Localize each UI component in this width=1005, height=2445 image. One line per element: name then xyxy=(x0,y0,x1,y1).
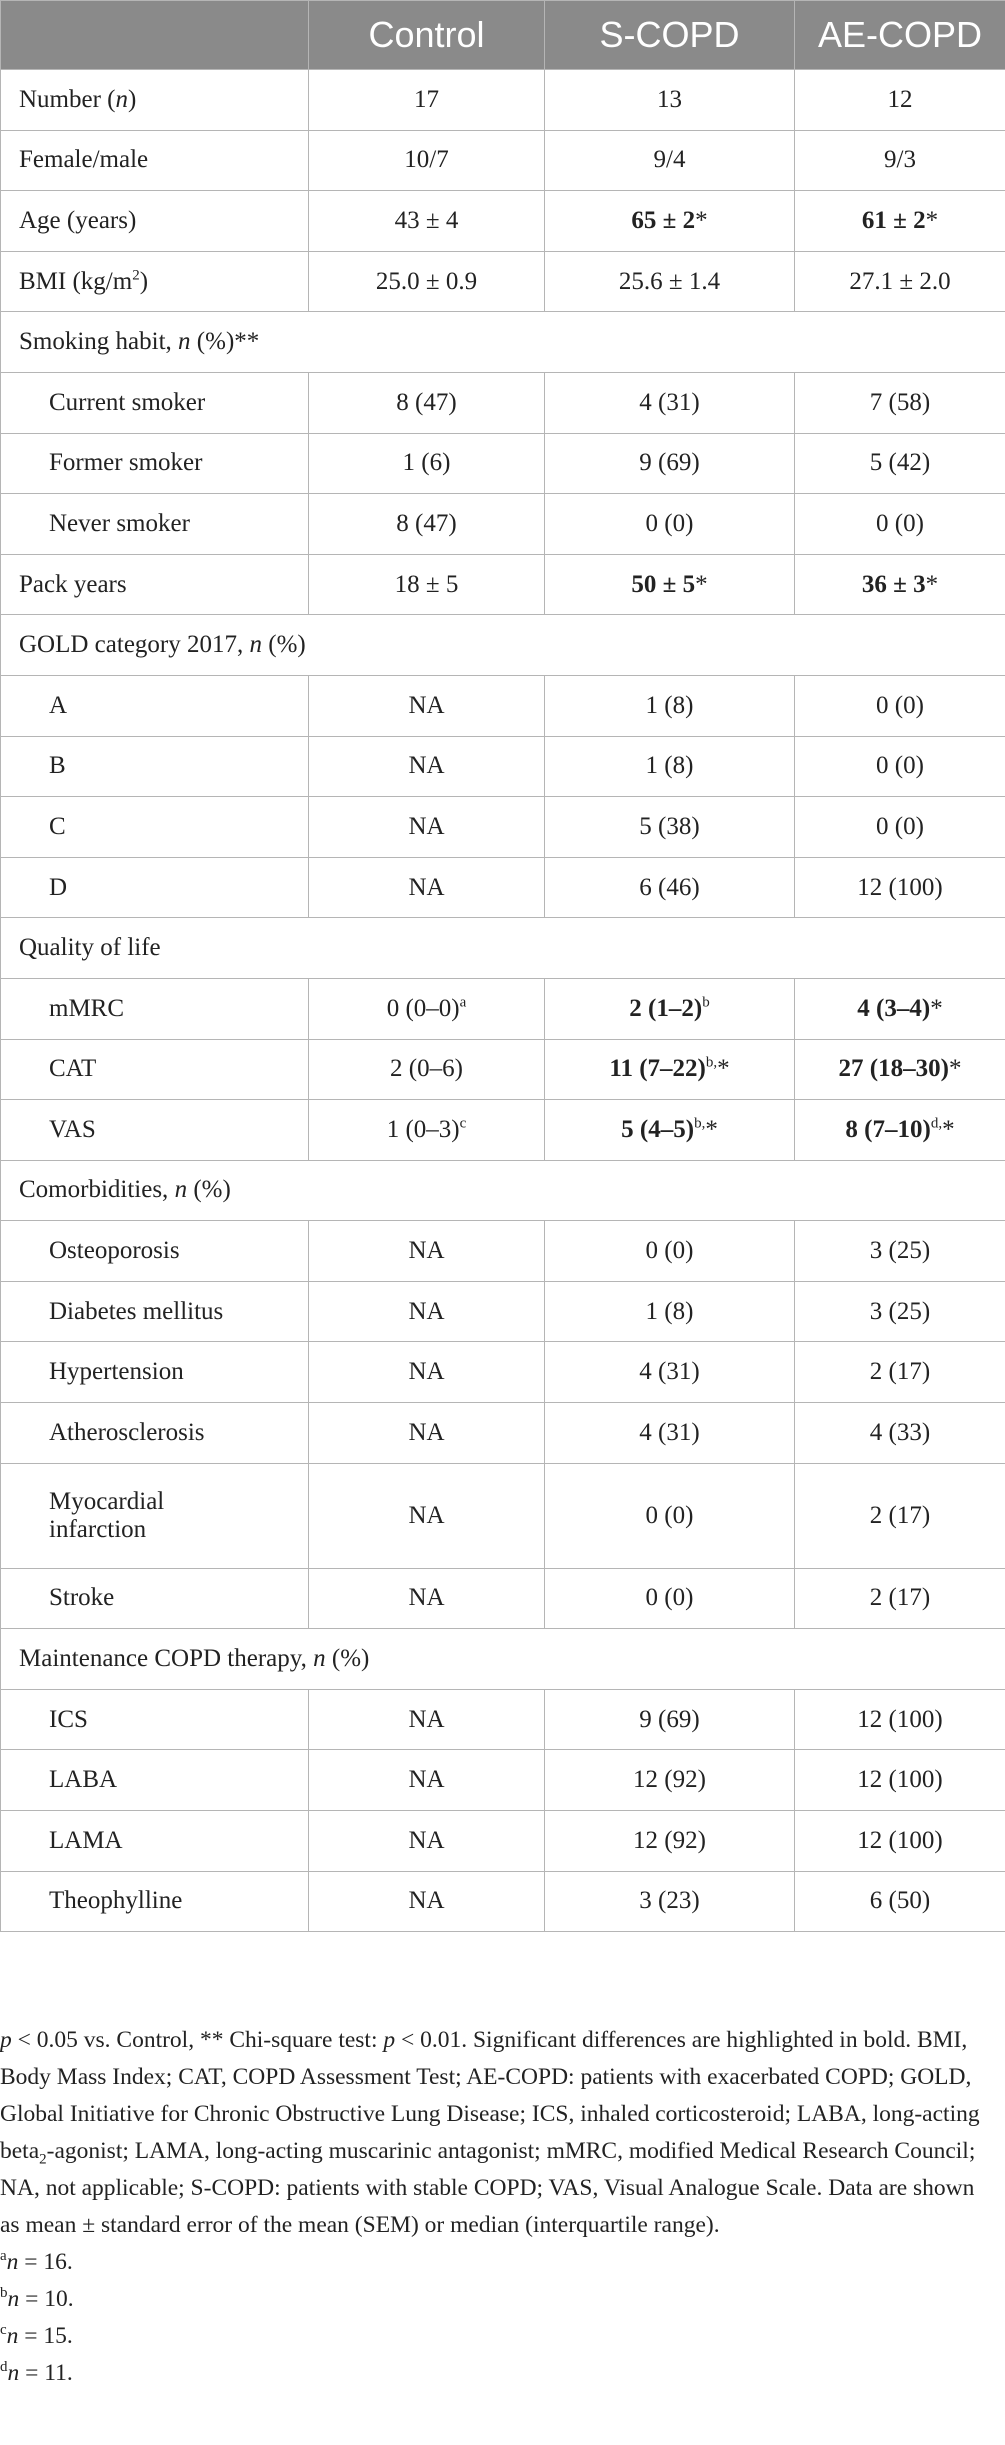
cell-aecopd: 3 (25) xyxy=(795,1221,1005,1282)
row-label: mMRC xyxy=(1,978,309,1039)
cell-control: NA xyxy=(309,857,545,918)
row-label: VAS xyxy=(1,1100,309,1161)
row-label: Age (years) xyxy=(1,191,309,252)
footnote-c: $^c$n = 15. xyxy=(0,2322,73,2349)
row-label: CAT xyxy=(1,1039,309,1100)
row-label: A xyxy=(1,675,309,736)
cell-control: 10/7 xyxy=(309,130,545,191)
table-row xyxy=(1,372,1005,433)
cell-aecopd: 27 (18–30)* xyxy=(795,1039,1005,1100)
row-label: Former smoker xyxy=(1,433,309,494)
cell-scopd: 5 $(4-5)^{b,}*$ xyxy=(545,1100,795,1161)
cell-control: 0 $(0-0)^a$ xyxy=(309,978,545,1039)
row-label: Female/male xyxy=(1,130,309,191)
table-footnotes xyxy=(0,2022,990,2392)
cell-control: NA xyxy=(309,797,545,858)
section-row-smoking xyxy=(1,312,1005,373)
cell-aecopd: 6 (50) xyxy=(795,1871,1005,1932)
row-label: LAMA xyxy=(1,1811,309,1872)
row-label: Number (n) xyxy=(1,70,309,131)
row-label: D xyxy=(1,857,309,918)
cell-scopd: 4 (31) xyxy=(545,1342,795,1403)
row-label: Stroke xyxy=(1,1568,309,1629)
section-row-gold xyxy=(1,615,1005,676)
section-row-therapy xyxy=(1,1629,1005,1690)
cell-control: 17 xyxy=(309,70,545,131)
section-label: Smoking habit, n (%)** xyxy=(1,312,1005,373)
table-row xyxy=(1,251,1005,312)
table-row xyxy=(1,1689,1005,1750)
cell-scopd: 11 $(7-22)^{b,}*$ xyxy=(545,1039,795,1100)
cell-scopd: 9 (69) xyxy=(545,433,795,494)
cell-scopd: 50 ± 5* xyxy=(545,554,795,615)
cell-scopd: 9 (69) xyxy=(545,1689,795,1750)
cell-scopd: 4 (31) xyxy=(545,1403,795,1464)
table-row xyxy=(1,797,1005,858)
cell-control: 43 ± 4 xyxy=(309,191,545,252)
cell-aecopd: 12 (100) xyxy=(795,1811,1005,1872)
cell-aecopd: 2 (17) xyxy=(795,1568,1005,1629)
header-scopd: S-COPD xyxy=(545,1,795,70)
table-row xyxy=(1,1281,1005,1342)
cell-aecopd: 4 (3–4)* xyxy=(795,978,1005,1039)
cell-control: NA xyxy=(309,675,545,736)
cell-control: 1 (6) xyxy=(309,433,545,494)
cell-aecopd: 2 (17) xyxy=(795,1342,1005,1403)
cell-control: NA xyxy=(309,1403,545,1464)
cell-aecopd: 12 xyxy=(795,70,1005,131)
cell-aecopd: 61 ± 2* xyxy=(795,191,1005,252)
cell-control: 1 $(0-3)^c$ xyxy=(309,1100,545,1161)
table-row xyxy=(1,494,1005,555)
cell-aecopd: 12 (100) xyxy=(795,857,1005,918)
cell-aecopd: 0 (0) xyxy=(795,797,1005,858)
cell-scopd: 0 (0) xyxy=(545,1221,795,1282)
header-aecopd: AE-COPD xyxy=(795,1,1005,70)
cell-control: NA xyxy=(309,1281,545,1342)
cell-control: NA xyxy=(309,1342,545,1403)
cell-scopd: 9/4 xyxy=(545,130,795,191)
cell-scopd: 13 xyxy=(545,70,795,131)
cell-control: NA xyxy=(309,736,545,797)
table-row xyxy=(1,1871,1005,1932)
row-label: Myocardial infarction xyxy=(1,1463,309,1568)
cell-scopd: 2 $(1-2)^b$ xyxy=(545,978,795,1039)
cell-scopd: 3 (23) xyxy=(545,1871,795,1932)
table-row xyxy=(1,1221,1005,1282)
cell-control: NA xyxy=(309,1811,545,1872)
section-label: Comorbidities, n (%) xyxy=(1,1160,1005,1221)
row-label: Atherosclerosis xyxy=(1,1403,309,1464)
cell-aecopd: 8 $(7-10)^{d,}*$ xyxy=(795,1100,1005,1161)
row-label: C xyxy=(1,797,309,858)
cell-scopd: 6 (46) xyxy=(545,857,795,918)
cell-scopd: 12 (92) xyxy=(545,1811,795,1872)
table-row xyxy=(1,1100,1005,1161)
row-label: Pack years xyxy=(1,554,309,615)
cell-aecopd: 0 (0) xyxy=(795,494,1005,555)
table-row xyxy=(1,1342,1005,1403)
footnote-b: $^b$n = 10. xyxy=(0,2285,74,2312)
table-row xyxy=(1,857,1005,918)
cell-control: 25.0 ± 0.9 xyxy=(309,251,545,312)
row-label: ICS xyxy=(1,1689,309,1750)
cell-scopd: 0 (0) xyxy=(545,494,795,555)
section-label: GOLD category 2017, n (%) xyxy=(1,615,1005,676)
section-row-quality-of-life xyxy=(1,918,1005,979)
cell-scopd: 25.6 ± 1.4 xyxy=(545,251,795,312)
cell-aecopd: 5 (42) xyxy=(795,433,1005,494)
cell-control: NA xyxy=(309,1221,545,1282)
cell-scopd: 4 (31) xyxy=(545,372,795,433)
row-label: Hypertension xyxy=(1,1342,309,1403)
cell-control: NA xyxy=(309,1463,545,1568)
table-row xyxy=(1,736,1005,797)
section-label: Maintenance COPD therapy, n (%) xyxy=(1,1629,1005,1690)
row-label: Osteoporosis xyxy=(1,1221,309,1282)
cell-control: 2 (0–6) xyxy=(309,1039,545,1100)
cell-aecopd: 27.1 ± 2.0 xyxy=(795,251,1005,312)
cell-scopd: 0 (0) xyxy=(545,1568,795,1629)
cell-scopd: 1 (8) xyxy=(545,1281,795,1342)
row-label: Current smoker xyxy=(1,372,309,433)
table-row xyxy=(1,433,1005,494)
cell-scopd: 0 (0) xyxy=(545,1463,795,1568)
header-control: Control xyxy=(309,1,545,70)
footnote-a: $^a$n = 16. xyxy=(0,2248,73,2275)
row-label: B xyxy=(1,736,309,797)
cell-aecopd: 12 (100) xyxy=(795,1689,1005,1750)
section-row-comorbidities xyxy=(1,1160,1005,1221)
cell-control: NA xyxy=(309,1750,545,1811)
cell-aecopd: 0 (0) xyxy=(795,736,1005,797)
table-row xyxy=(1,191,1005,252)
cell-control: NA xyxy=(309,1689,545,1750)
cell-aecopd: 2 (17) xyxy=(795,1463,1005,1568)
header-blank xyxy=(1,1,309,70)
section-label: Quality of life xyxy=(1,918,1005,979)
table-row xyxy=(1,1811,1005,1872)
table-row xyxy=(1,1039,1005,1100)
row-label: Diabetes mellitus xyxy=(1,1281,309,1342)
table-row xyxy=(1,130,1005,191)
cell-control: 8 (47) xyxy=(309,494,545,555)
cell-scopd: 12 (92) xyxy=(545,1750,795,1811)
row-label: LABA xyxy=(1,1750,309,1811)
cell-aecopd: 7 (58) xyxy=(795,372,1005,433)
cell-control: NA xyxy=(309,1568,545,1629)
abbreviation-note: p < 0.05 vs. Control, ** Chi-square test: p < 0.01. Significant differences are highlighted in bold. BMI, Body Mass Index; CAT, COPD Assessment Test; AE-COPD: patients with exacerbated COPD; GOLD, Global Initiative for Chronic Obstructive Lung Disease; ICS, inhaled corticosteroid; LABA, long-acting beta$_2$-agonist; LAMA, long-acting muscarinic antagonist; mMRC, modified Medical Research Council; NA, not applicable; S-COPD: patients with stable COPD; VAS, Visual Analogue Scale. Data are shown as mean ± standard error of the mean (SEM) or median (interquartile range). xyxy=(0,2027,980,2238)
cell-aecopd: 36 ± 3* xyxy=(795,554,1005,615)
table-row xyxy=(1,70,1005,131)
row-label: BMI $(kg/m^2)$ xyxy=(1,251,309,312)
cell-aecopd: 3 (25) xyxy=(795,1281,1005,1342)
table-header-row xyxy=(1,1,1005,70)
cell-control: 18 ± 5 xyxy=(309,554,545,615)
cell-control: 8 (47) xyxy=(309,372,545,433)
table-row xyxy=(1,1463,1005,1568)
table-row xyxy=(1,1750,1005,1811)
row-label: Theophylline xyxy=(1,1871,309,1932)
table-row xyxy=(1,554,1005,615)
cell-aecopd: 12 (100) xyxy=(795,1750,1005,1811)
cell-aecopd: 4 (33) xyxy=(795,1403,1005,1464)
cell-control: NA xyxy=(309,1871,545,1932)
cell-aecopd: 9/3 xyxy=(795,130,1005,191)
cell-scopd: 1 (8) xyxy=(545,736,795,797)
cell-aecopd: 0 (0) xyxy=(795,675,1005,736)
table-row xyxy=(1,675,1005,736)
table-row xyxy=(1,978,1005,1039)
cell-scopd: 65 ± 2* xyxy=(545,191,795,252)
cell-scopd: 5 (38) xyxy=(545,797,795,858)
footnote-d: $^d$n = 11. xyxy=(0,2359,73,2386)
row-label: Never smoker xyxy=(1,494,309,555)
cell-scopd: 1 (8) xyxy=(545,675,795,736)
table-row xyxy=(1,1403,1005,1464)
table-row xyxy=(1,1568,1005,1629)
